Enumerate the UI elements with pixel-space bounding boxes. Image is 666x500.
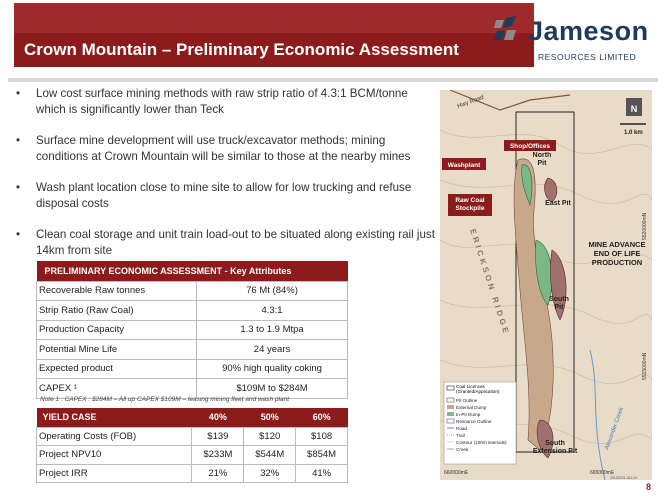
attr-value: $109M to $284M xyxy=(197,379,348,399)
legend-label: In-Pit Dump xyxy=(456,412,481,417)
attr-label: Expected product xyxy=(37,359,197,379)
east-pit-label-wrap xyxy=(544,200,572,222)
bullet-dot-icon: • xyxy=(16,134,21,147)
legend-label: Resource Outline xyxy=(456,419,492,424)
bullet-item xyxy=(14,180,438,211)
scale-label: 1.0 km xyxy=(624,130,643,136)
bullet-dot-icon: • xyxy=(16,87,21,100)
company-logo xyxy=(494,14,654,66)
yield-header: 50% xyxy=(244,408,296,427)
bullet-item xyxy=(14,133,438,164)
easting-left-label: 660000mE xyxy=(444,470,469,476)
easting-right-label: 665000mE xyxy=(590,470,615,476)
north-pit-label-wrap xyxy=(530,152,554,174)
header-divider xyxy=(8,78,658,82)
north-pit-label: North Pit xyxy=(532,152,552,167)
table-row xyxy=(37,464,348,483)
legend-swatch xyxy=(447,405,454,409)
attr-label: Production Capacity xyxy=(37,320,197,340)
yield-cell: $544M xyxy=(244,446,296,465)
south-pit-label: South Pit xyxy=(549,296,569,311)
bullet-list xyxy=(14,86,438,274)
bullet-text: Wash plant location close to mine site to allow for low trucking and refuse disposal costs xyxy=(36,181,412,210)
advance-label-wrap xyxy=(582,240,652,290)
table-row xyxy=(37,281,348,301)
stockpile-label: Raw Coal Stockpile xyxy=(455,197,485,212)
yield-case-table xyxy=(36,408,348,483)
legend-label: Contour (100m intervals) xyxy=(456,440,507,445)
legend-label: Pit Outline xyxy=(456,398,478,403)
attr-label: Strip Ratio (Raw Coal) xyxy=(37,301,197,321)
attr-value: 90% high quality coking xyxy=(197,359,348,379)
table-row xyxy=(37,320,348,340)
yield-cell: 32% xyxy=(244,464,296,483)
yield-cell: 21% xyxy=(192,464,244,483)
yield-header: 40% xyxy=(192,408,244,427)
table-row xyxy=(37,427,348,446)
yield-cell: $854M xyxy=(296,446,348,465)
logo-name: Jameson xyxy=(528,16,649,46)
yield-row-label: Project NPV10 xyxy=(37,446,192,465)
road-label: Hwy Road xyxy=(456,94,485,110)
attr-value: 4.3:1 xyxy=(197,301,348,321)
legend-swatch xyxy=(447,412,454,416)
yield-header: 60% xyxy=(296,408,348,427)
logo-mark-icon xyxy=(494,16,520,50)
capex-note: Note 1 : CAPEX : $284M – All up CAPEX $109M – leasing mining fleet and wash plant xyxy=(40,396,290,403)
east-pit-label: East Pit xyxy=(545,200,571,207)
attr-label: Recoverable Raw tonnes xyxy=(37,281,197,301)
yield-row-label: Operating Costs (FOB) xyxy=(37,427,192,446)
yield-row-label: Project IRR xyxy=(37,464,192,483)
attr-value: 76 Mt (84%) xyxy=(197,281,348,301)
legend-label: Coal Licences (Granted/Application) xyxy=(456,384,500,394)
map-ref-label: 20130701-011-01 xyxy=(610,476,638,480)
washplant-label: Washplant xyxy=(447,162,481,169)
south-ext-label: South Extension Pit xyxy=(532,440,578,455)
yield-cell: $139 xyxy=(192,427,244,446)
creek-label: Alexander Creek xyxy=(604,406,626,451)
bullet-dot-icon: • xyxy=(16,228,21,241)
legend-label: Road xyxy=(456,426,467,431)
banner-top xyxy=(14,3,534,33)
bullet-dot-icon: • xyxy=(16,181,21,194)
attr-label: Potential Mine Life xyxy=(37,340,197,360)
site-map xyxy=(440,90,652,480)
logo-subtitle: RESOURCES LIMITED xyxy=(538,52,637,62)
shop-label: Shop/Offices xyxy=(509,143,551,150)
legend-text-wrap xyxy=(456,384,516,396)
attr-value: 1.3 to 1.9 Mtpa xyxy=(197,320,348,340)
yield-cell: $233M xyxy=(192,446,244,465)
bullet-item xyxy=(14,86,438,117)
yield-header: YIELD CASE xyxy=(37,408,192,427)
yield-cell: $108 xyxy=(296,427,348,446)
yield-cell: $120 xyxy=(244,427,296,446)
ridge-label: ERICKSON RIDGE xyxy=(468,227,512,337)
key-attributes-table xyxy=(36,261,348,399)
table-row xyxy=(37,340,348,360)
northing-bottom-label: 5515000mN xyxy=(642,352,648,380)
key-attributes-heading: PRELIMINARY ECONOMIC ASSESSMENT - Key Attributes xyxy=(37,261,348,281)
bullet-text: Low cost surface mining methods with raw strip ratio of 4.3:1 BCM/tonne which is significantly lower than Teck xyxy=(36,87,408,116)
table-row xyxy=(37,446,348,465)
bullet-text: Clean coal storage and unit train load-out to be situated along existing rail just 14km from site xyxy=(36,228,435,257)
yield-cell: 41% xyxy=(296,464,348,483)
advance-label: MINE ADVANCE END OF LIFE PRODUCTION xyxy=(588,240,646,267)
northing-top-label: 5520000mN xyxy=(642,212,648,240)
north-arrow-label: N xyxy=(630,104,638,114)
legend-label: Creek xyxy=(456,447,469,452)
bullet-item xyxy=(14,227,438,258)
table-row xyxy=(37,359,348,379)
legend-label: Trail xyxy=(456,433,465,438)
legend-label: External Dump xyxy=(456,405,487,410)
table-row xyxy=(37,301,348,321)
page-title: Crown Mountain – Preliminary Economic Assessment xyxy=(24,40,459,59)
page-number: 8 xyxy=(646,482,652,492)
attr-label: CAPEX ¹ xyxy=(37,379,197,399)
south-ext-label-wrap xyxy=(530,440,580,470)
south-pit-label-wrap xyxy=(544,296,574,318)
attr-value: 24 years xyxy=(197,340,348,360)
stockpile-label-wrap xyxy=(448,194,492,216)
bullet-text: Surface mine development will use truck/excavator methods; mining conditions at Crown Mountain will be similar to those at the nearby mines xyxy=(36,134,411,163)
